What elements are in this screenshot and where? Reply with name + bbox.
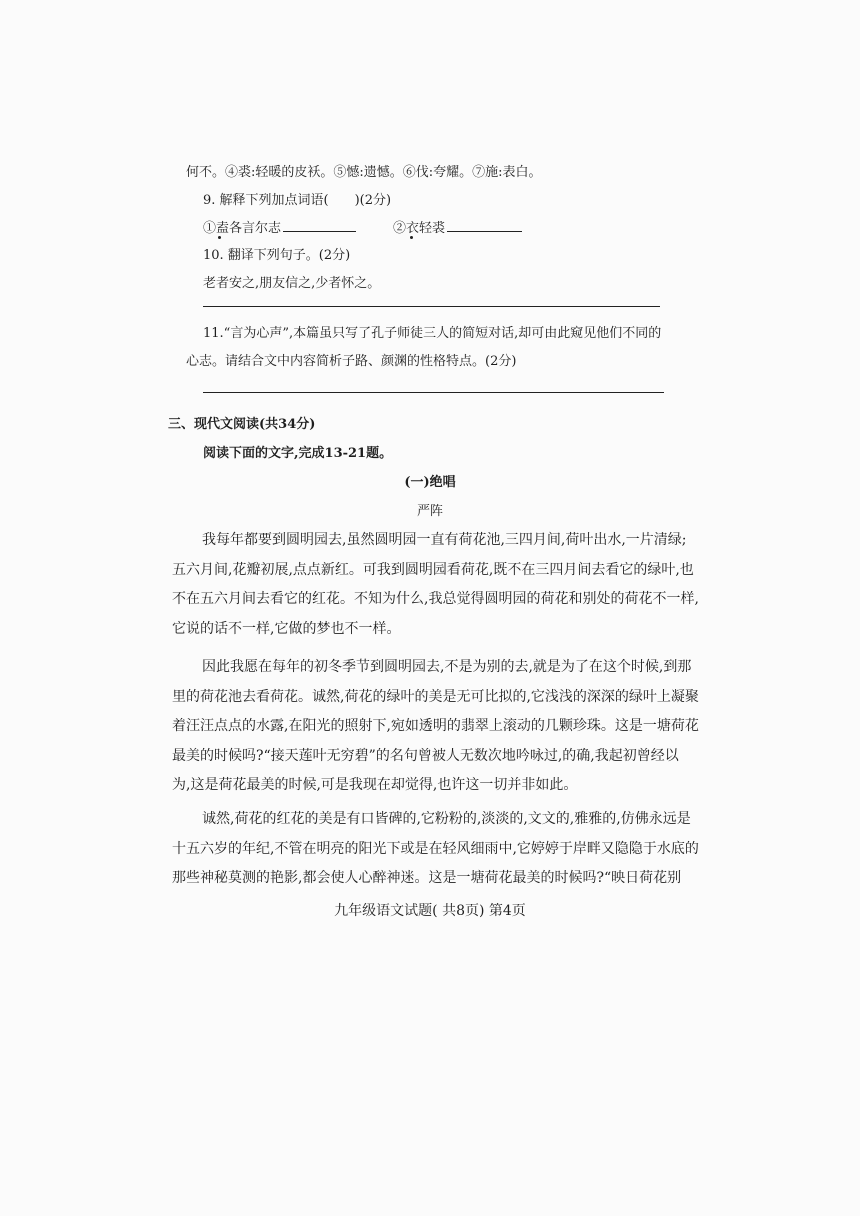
paragraph-line: 里的荷花池去看荷花。诚然,荷花的绿叶的美是无可比拟的,它浅浅的深深的绿叶上凝聚 [172, 688, 699, 705]
paragraph-line: 诚然,荷花的红花的美是有口皆碑的,它粉粉的,淡淡的,文文的,雅雅的,仿佛永远是 [202, 811, 691, 827]
annotation-notes: 何不。④裘:轻暖的皮袄。⑤憾:遗憾。⑥伐:夸耀。⑦施:表白。 [186, 165, 542, 180]
paragraph-line: 那些神秘莫测的艳影,都会使人心醉神迷。这是一塘荷花最美的时候吗?“映日荷花别 [172, 870, 682, 886]
paragraph-line: 它说的话不一样,它做的梦也不一样。 [172, 620, 401, 637]
paragraph-line: 不在五六月间去看它的红花。不知为什么,我总觉得圆明园的荷花和别处的荷花不一样, [172, 591, 699, 607]
question-11-line-2: 心志。请结合文中内容简析子路、颜渊的性格特点。(2分) [186, 354, 517, 369]
question-9-item-2 [393, 217, 522, 236]
passage-title: (一)绝唱 [404, 475, 456, 490]
answer-blank-9-1[interactable] [283, 219, 356, 232]
question-9-item-2-text: ②衣轻裘 [393, 221, 446, 236]
passage-paragraph-1 [172, 526, 699, 644]
question-9-item-1-text: ①盍各言尔志 [203, 221, 282, 236]
passage-author: 严阵 [416, 504, 443, 519]
paragraph-line: 我每年都要到圆明园去,虽然圆明园一直有荷花池,三四月间,荷叶出水,一片清绿; [202, 532, 687, 548]
emphasis-dot [410, 236, 413, 239]
question-9-item-1 [203, 217, 356, 236]
answer-line-11[interactable] [203, 392, 664, 393]
answer-blank-9-2[interactable] [447, 219, 522, 232]
question-10-sentence: 老者安之,朋友信之,少者怀之。 [203, 276, 381, 291]
answer-line-10[interactable] [203, 306, 660, 307]
emphasis-dot [218, 236, 221, 239]
question-9-prompt: 9. 解释下列加点词语( )(2分) [203, 193, 392, 208]
question-11-line-1: 11.“言为心声”,本篇虽只写了孔子师徒三人的简短对话,却可由此窥见他们不同的 [203, 326, 662, 341]
paragraph-line: 着汪汪点点的水露,在阳光的照射下,宛如透明的翡翠上滚动的几颗珍珠。这是一塘荷花 [172, 718, 699, 734]
section-instruction: 阅读下面的文字,完成13-21题。 [203, 446, 393, 461]
paragraph-line: 最美的时候吗?“接天莲叶无穷碧”的名句曾被人无数次地吟咏过,的确,我起初曾经以 [172, 747, 679, 764]
page-footer: 九年级语文试题( 共8页) 第4页 [334, 903, 526, 919]
passage-paragraph-3 [172, 805, 699, 894]
passage-paragraph-2 [172, 653, 699, 801]
paragraph-line: 因此我愿在每年的初冬季节到圆明园去,不是为别的去,就是为了在这个时候,到那 [202, 659, 692, 675]
paragraph-line: 为,这是荷花最美的时候,可是我现在却觉得,也许这一切并非如此。 [172, 777, 578, 793]
paragraph-line: 十五六岁的年纪,不管在明亮的阳光下或是在轻风细雨中,它婷婷于岸畔又隐隐于水底的 [172, 840, 699, 857]
paragraph-line: 五六月间,花瓣初展,点点新红。可我到圆明园看荷花,既不在三四月间去看它的绿叶,也 [172, 561, 694, 578]
question-10-prompt: 10. 翻译下列句子。(2分) [203, 248, 351, 263]
section-heading: 三、现代文阅读(共34分) [168, 417, 316, 432]
